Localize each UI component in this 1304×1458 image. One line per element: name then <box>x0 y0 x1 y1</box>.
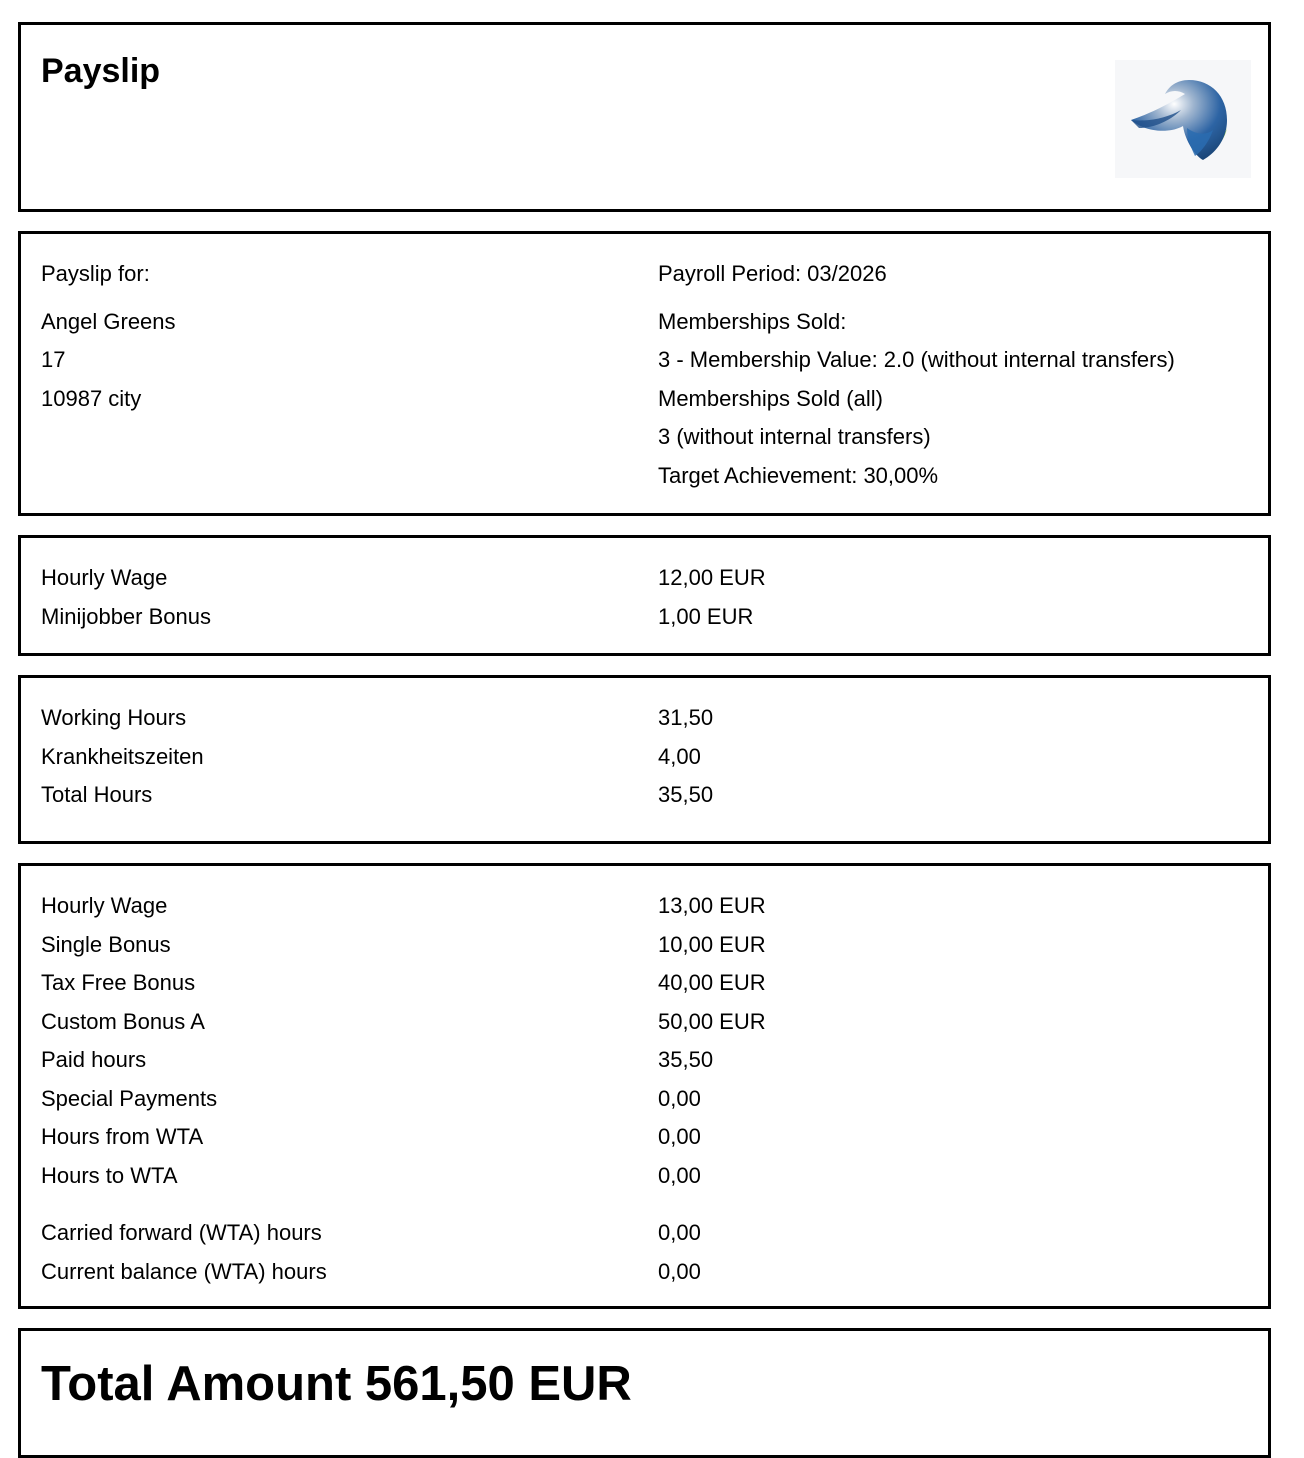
hours-value: 35,50 <box>658 782 714 807</box>
hours-value: 31,50 <box>658 705 714 730</box>
wta-value: 0,00 <box>658 1258 701 1284</box>
payment-label: Hourly Wage <box>41 893 168 918</box>
wta-label: Current balance (WTA) hours <box>41 1258 327 1284</box>
hours-label: Working Hours <box>41 705 187 730</box>
total-section <box>18 1328 1271 1458</box>
employee-city: 10987 city <box>41 385 142 411</box>
memberships-all-label: Memberships Sold (all) <box>658 385 883 411</box>
payment-value: 50,00 EUR <box>658 1008 766 1034</box>
rate-value: 1,00 EUR <box>658 603 754 629</box>
payments-section <box>18 863 1271 1309</box>
rate-label: Minijobber Bonus <box>41 603 211 629</box>
hours-section <box>18 675 1271 844</box>
payment-label: Hours from WTA <box>41 1124 204 1149</box>
hours-label: Krankheitszeiten <box>41 743 204 769</box>
payment-value: 13,00 EUR <box>658 893 766 918</box>
rates-section <box>18 535 1271 656</box>
payment-value: 10,00 EUR <box>658 931 766 957</box>
hours-label: Total Hours <box>41 782 153 807</box>
wta-label: Carried forward (WTA) hours <box>41 1220 322 1245</box>
payroll-period: Payroll Period: 03/2026 <box>658 261 887 286</box>
employee-street: 17 <box>41 347 66 372</box>
employee-info-section <box>18 231 1271 516</box>
company-logo-icon <box>1115 60 1251 178</box>
payment-label: Custom Bonus A <box>41 1008 205 1034</box>
payment-label: Single Bonus <box>41 931 171 957</box>
target-achievement: Target Achievement: 30,00% <box>658 462 939 488</box>
payment-label: Tax Free Bonus <box>41 970 196 995</box>
membership-value: 3 - Membership Value: 2.0 (without internal transfers) <box>658 347 1175 372</box>
payment-value: 35,50 <box>658 1047 714 1072</box>
total-amount: Total Amount 561,50 EUR <box>41 1357 632 1411</box>
payment-label: Special Payments <box>41 1085 218 1111</box>
payment-label: Paid hours <box>41 1047 147 1072</box>
wta-value: 0,00 <box>658 1220 701 1245</box>
rate-label: Hourly Wage <box>41 565 168 590</box>
hours-value: 4,00 <box>658 743 701 769</box>
payment-value: 0,00 <box>658 1162 701 1188</box>
page-title: Payslip <box>41 52 161 90</box>
memberships-sold-label: Memberships Sold: <box>658 308 847 334</box>
memberships-all-value: 3 (without internal transfers) <box>658 424 931 449</box>
payment-value: 0,00 <box>658 1124 701 1149</box>
payment-value: 40,00 EUR <box>658 970 766 995</box>
employee-name: Angel Greens <box>41 308 176 334</box>
header-section <box>18 22 1271 212</box>
rate-value: 12,00 EUR <box>658 565 766 590</box>
payment-label: Hours to WTA <box>41 1162 178 1188</box>
payslip-for-label: Payslip for: <box>41 261 150 286</box>
payment-value: 0,00 <box>658 1085 701 1111</box>
